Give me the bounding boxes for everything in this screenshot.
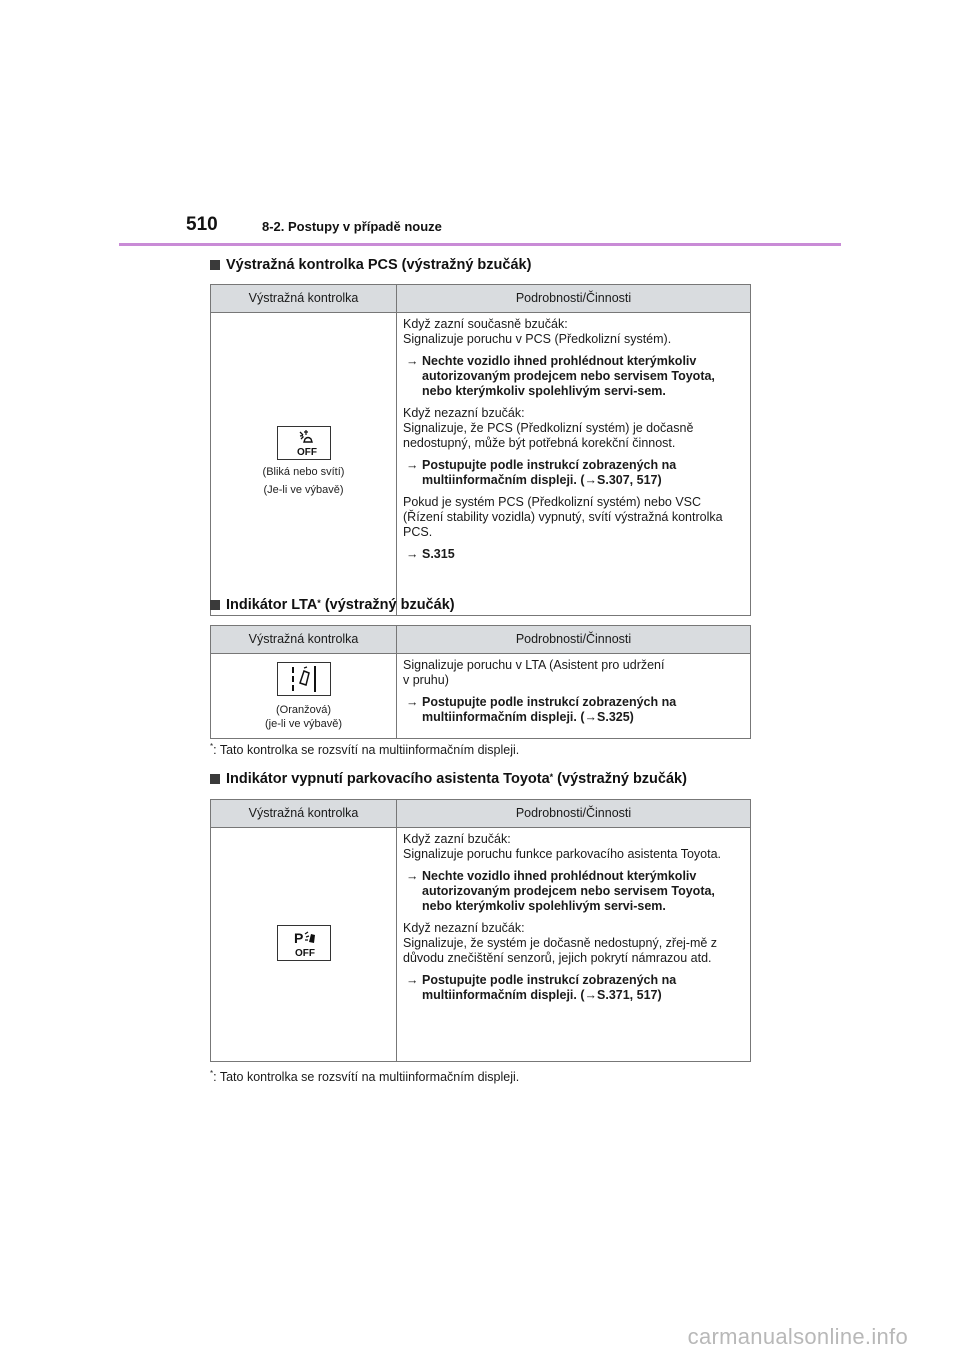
section-heading [210, 254, 750, 276]
column-header-warning-light: Výstražná kontrolka [211, 285, 397, 313]
warning-table [210, 625, 751, 739]
icon-caption: (je-li ve výbavě) [264, 717, 343, 730]
footnote-marker: * [317, 598, 321, 608]
footnote-marker: * [210, 1069, 214, 1078]
icon-cell [211, 828, 397, 1062]
square-bullet-icon [210, 260, 220, 270]
parking-assist-off-icon [277, 925, 331, 961]
section-heading [210, 768, 750, 790]
instruction-item [403, 695, 744, 725]
section-heading-text: Indikátor vypnutí parkovacího asistenta Toyota [226, 771, 550, 787]
section-heading-text: Indikátor LTA [226, 597, 318, 613]
instruction-text: Postupujte podle instrukcí zobrazených na multiinformačním displeji. (→S.371, 517) [422, 973, 677, 1002]
footnote-marker: * [210, 742, 214, 751]
section-pcs [210, 254, 750, 616]
detail-text: Když nezazní bzučák: Signalizuje, že PCS (Předkolizní systém) je dočasně nedostupný, může být potřebná korekční činnost. [403, 406, 694, 450]
icon-caption: (Oranžová) [275, 703, 332, 716]
detail-text: Když zazní současně bzučák: Signalizuje poruchu v PCS (Předkolizní systém). [403, 317, 672, 346]
instruction-item [403, 973, 744, 1003]
square-bullet-icon [210, 600, 220, 610]
detail-text: Když nezazní bzučák: Signalizuje, že systém je dočasně nedostupný, zřej-mě z důvodu znečištění senzorů, jejich pokrytí námrazou atd. [403, 921, 718, 965]
lta-icon [277, 662, 331, 696]
instruction-item [403, 869, 744, 914]
details-cell [397, 313, 751, 616]
svg-text:OFF: OFF [294, 947, 315, 959]
warning-table [210, 799, 751, 1062]
arrow-icon: → [406, 354, 419, 368]
icon-cell [211, 313, 397, 616]
detail-text: Pokud je systém PCS (Předkolizní systém) nebo VSC (Řízení stability vozidla) vypnutý, svítí výstražná kontrolka PCS. [403, 495, 723, 539]
details-cell [397, 654, 751, 739]
watermark[interactable]: carmanualsonline.info [687, 1324, 908, 1349]
section-heading-text: (výstražný bzučák) [320, 597, 455, 613]
instruction-text: Postupujte podle instrukcí zobrazených na multiinformačním displeji. (→S.307, 517) [422, 458, 677, 487]
footnote-text: : Tato kontrolka se rozsvítí na multiinformačním displeji. [213, 1070, 520, 1085]
arrow-icon: → [406, 547, 419, 561]
chapter-title: 8-2. Postupy v případě nouze [262, 219, 442, 234]
footnote [210, 1069, 519, 1084]
instruction-text: Nechte vozidlo ihned prohlédnout kterýmkoliv autorizovaným prodejcem nebo servisem Toyota, nebo kterýmkoliv spolehlivým servi-sem. [422, 354, 715, 398]
svg-text:P: P [293, 929, 303, 946]
instruction-item [403, 458, 744, 488]
warning-table [210, 284, 751, 616]
section-parking-assist [210, 768, 750, 1062]
section-heading-text: (výstražný bzučák) [553, 771, 687, 787]
arrow-icon: → [406, 695, 419, 709]
instruction-text: Postupujte podle instrukcí zobrazených na multiinformačním displeji. (→S.325) [422, 695, 677, 724]
icon-cell [211, 654, 397, 739]
section-heading-text: Výstražná kontrolka PCS (výstražný bzučák) [226, 257, 532, 273]
icon-caption: (Bliká nebo svítí) [262, 465, 345, 478]
column-header-details: Podrobnosti/Činnosti [397, 626, 751, 654]
arrow-icon: → [406, 973, 419, 987]
column-header-details: Podrobnosti/Činnosti [397, 285, 751, 313]
details-cell [397, 828, 751, 1062]
header-divider [119, 243, 841, 246]
instruction-text: Nechte vozidlo ihned prohlédnout kterýmkoliv autorizovaným prodejcem nebo servisem Toyota, nebo kterýmkoliv spolehlivým servi-sem. [422, 869, 715, 913]
detail-text: Signalizuje poruchu v LTA (Asistent pro udržení v pruhu) [403, 658, 665, 687]
svg-text:OFF: OFF [296, 446, 317, 458]
column-header-details: Podrobnosti/Činnosti [397, 800, 751, 828]
arrow-icon: → [406, 458, 419, 472]
page-reference [403, 547, 744, 562]
icon-caption: (Je-li ve výbavě) [263, 483, 344, 496]
arrow-icon: → [406, 869, 419, 883]
footnote-text: : Tato kontrolka se rozsvítí na multiinformačním displeji. [213, 743, 520, 758]
section-lta [210, 594, 750, 739]
reference-text: S.315 [422, 547, 455, 561]
footnote [210, 742, 519, 757]
square-bullet-icon [210, 774, 220, 784]
column-header-warning-light: Výstražná kontrolka [211, 800, 397, 828]
detail-text: Když zazní bzučák: Signalizuje poruchu funkce parkovacího asistenta Toyota. [403, 832, 722, 861]
pcs-off-icon [277, 426, 331, 460]
page-number: 510 [186, 214, 218, 235]
column-header-warning-light: Výstražná kontrolka [211, 626, 397, 654]
footnote-marker: * [549, 772, 554, 782]
instruction-item [403, 354, 744, 399]
section-heading [210, 594, 750, 616]
